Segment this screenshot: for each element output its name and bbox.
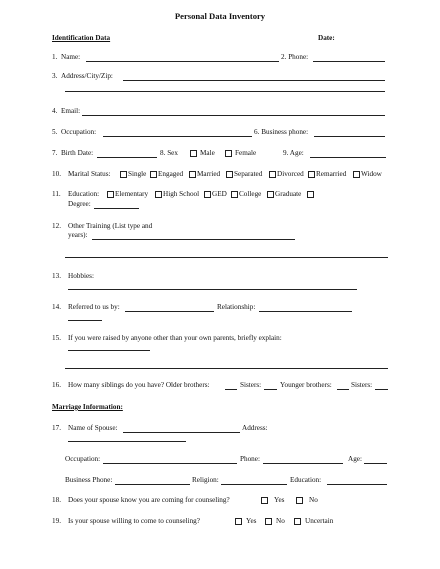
marital-status-label: Marital Status:	[68, 170, 111, 178]
address-field-line2[interactable]	[65, 91, 385, 92]
single-checkbox[interactable]	[120, 171, 127, 178]
spouse-business-phone-label: Business Phone:	[65, 476, 113, 484]
identification-heading: Identification Data	[52, 34, 111, 42]
other-training-label-2: years):	[68, 231, 88, 239]
marriage-heading: Marriage Information:	[52, 403, 123, 411]
spouse-willing-uncertain-label: Uncertain	[305, 517, 334, 525]
other-training-field-line2[interactable]	[65, 257, 388, 258]
birth-date-field[interactable]	[97, 157, 157, 158]
degree-field[interactable]	[94, 208, 139, 209]
q14-number: 14.	[52, 303, 61, 311]
spouse-know-no-checkbox[interactable]	[296, 497, 303, 504]
spouse-business-phone-field[interactable]	[115, 484, 190, 485]
spouse-know-label: Does your spouse know you are coming for counseling?	[68, 496, 230, 504]
other-training-label: Other Training (List type and	[68, 222, 153, 230]
q18-number: 18.	[52, 496, 61, 504]
spouse-education-field[interactable]	[327, 484, 387, 485]
younger-brothers-field[interactable]	[337, 389, 349, 390]
spouse-name-label: Name of Spouse:	[68, 424, 118, 432]
hobbies-label: Hobbies:	[68, 272, 94, 280]
spouse-age-field[interactable]	[364, 463, 387, 464]
high-school-checkbox[interactable]	[155, 191, 162, 198]
elementary-label: Elementary	[115, 190, 149, 198]
widow-label: Widow	[361, 170, 382, 178]
referred-field[interactable]	[125, 311, 214, 312]
divorced-checkbox[interactable]	[269, 171, 276, 178]
older-sisters-field[interactable]	[264, 389, 277, 390]
spouse-willing-no-checkbox[interactable]	[265, 518, 272, 525]
spouse-willing-no-label: No	[276, 517, 285, 525]
older-brothers-field[interactable]	[225, 389, 237, 390]
ged-checkbox[interactable]	[204, 191, 211, 198]
business-phone-field[interactable]	[314, 136, 385, 137]
birth-date-label: Birth Date:	[61, 149, 94, 157]
spouse-phone-field[interactable]	[263, 463, 343, 464]
phone-field[interactable]	[313, 61, 385, 62]
q19-number: 19.	[52, 517, 61, 525]
address-field[interactable]	[123, 80, 385, 81]
spouse-religion-label: Religion:	[192, 476, 219, 484]
spouse-know-no-label: No	[309, 496, 318, 504]
referred-label: Referred to us by:	[68, 303, 120, 311]
q4-number: 4.	[52, 107, 58, 115]
phone-label: 2. Phone:	[281, 53, 309, 61]
q15-number: 15.	[52, 334, 61, 342]
email-field[interactable]	[82, 115, 385, 116]
male-label: Male	[200, 149, 215, 157]
q16-number: 16.	[52, 381, 61, 389]
single-label: Single	[128, 170, 147, 178]
male-checkbox[interactable]	[190, 150, 197, 157]
other-training-field[interactable]	[92, 239, 295, 240]
q3-number: 3.	[52, 72, 58, 80]
other-education-checkbox[interactable]	[307, 191, 314, 198]
business-phone-label: 6. Business phone:	[254, 128, 309, 136]
age-label: 9. Age:	[283, 149, 304, 157]
remarried-checkbox[interactable]	[308, 171, 315, 178]
raised-by-field-line2[interactable]	[65, 368, 388, 369]
spouse-address-field[interactable]	[68, 441, 186, 442]
q13-number: 13.	[52, 272, 61, 280]
spouse-occupation-label: Occupation:	[65, 455, 101, 463]
q17-number: 17.	[52, 424, 61, 432]
married-checkbox[interactable]	[189, 171, 196, 178]
spouse-willing-uncertain-checkbox[interactable]	[294, 518, 301, 525]
siblings-label: How many siblings do you have? Older brothers:	[68, 381, 210, 389]
q11-number: 11.	[52, 190, 61, 198]
address-label: Address/City/Zip:	[61, 72, 113, 80]
ged-label: GED	[212, 190, 227, 198]
relationship-label: Relationship:	[217, 303, 256, 311]
age-field[interactable]	[310, 157, 386, 158]
graduate-checkbox[interactable]	[267, 191, 274, 198]
spouse-know-yes-checkbox[interactable]	[261, 497, 268, 504]
younger-sisters-field[interactable]	[375, 389, 388, 390]
occupation-field[interactable]	[103, 136, 252, 137]
spouse-address-label: Address:	[242, 424, 268, 432]
spouse-know-yes-label: Yes	[274, 496, 285, 504]
younger-brothers-label: Younger brothers:	[280, 381, 332, 389]
divorced-label: Divorced	[277, 170, 304, 178]
degree-label: Degree:	[68, 200, 91, 208]
spouse-willing-label: Is your spouse willing to come to counseling?	[68, 517, 200, 525]
remarried-label: Remarried	[316, 170, 347, 178]
spouse-age-label: Age:	[348, 455, 362, 463]
raised-by-label: If you were raised by anyone other than your own parents, briefly explain:	[68, 334, 282, 342]
referred-field-line2[interactable]	[68, 320, 102, 321]
college-checkbox[interactable]	[231, 191, 238, 198]
elementary-checkbox[interactable]	[107, 191, 114, 198]
high-school-label: High School	[163, 190, 200, 198]
engaged-checkbox[interactable]	[150, 171, 157, 178]
sex-label: 8. Sex	[160, 149, 178, 157]
hobbies-field[interactable]	[68, 289, 357, 290]
q12-number: 12.	[52, 222, 61, 230]
occupation-label: Occupation:	[61, 128, 97, 136]
q1-number: 1.	[52, 53, 58, 61]
page-title: Personal Data Inventory	[174, 11, 266, 21]
younger-sisters-label: Sisters:	[351, 381, 373, 389]
name-field[interactable]	[86, 61, 279, 62]
older-sisters-label: Sisters:	[240, 381, 262, 389]
q5-number: 5.	[52, 128, 58, 136]
q10-number: 10.	[52, 170, 61, 178]
female-checkbox[interactable]	[225, 150, 232, 157]
relationship-field[interactable]	[259, 311, 352, 312]
spouse-education-label: Education:	[290, 476, 322, 484]
female-label: Female	[235, 149, 257, 157]
education-label: Education:	[68, 190, 100, 198]
separated-label: Separated	[234, 170, 263, 178]
college-label: College	[239, 190, 262, 198]
q7-number: 7.	[52, 149, 58, 157]
separated-checkbox[interactable]	[226, 171, 233, 178]
spouse-religion-field[interactable]	[221, 484, 287, 485]
widow-checkbox[interactable]	[353, 171, 360, 178]
spouse-occupation-field[interactable]	[103, 463, 237, 464]
engaged-label: Engaged	[158, 170, 184, 178]
married-label: Married	[197, 170, 221, 178]
spouse-name-field[interactable]	[123, 432, 240, 433]
email-label: Email:	[61, 107, 81, 115]
spouse-phone-label: Phone:	[240, 455, 260, 463]
graduate-label: Graduate	[275, 190, 302, 198]
name-label: Name:	[61, 53, 81, 61]
raised-by-field[interactable]	[68, 350, 150, 351]
spouse-willing-yes-checkbox[interactable]	[235, 518, 242, 525]
date-label: Date:	[318, 34, 335, 42]
spouse-willing-yes-label: Yes	[246, 517, 257, 525]
